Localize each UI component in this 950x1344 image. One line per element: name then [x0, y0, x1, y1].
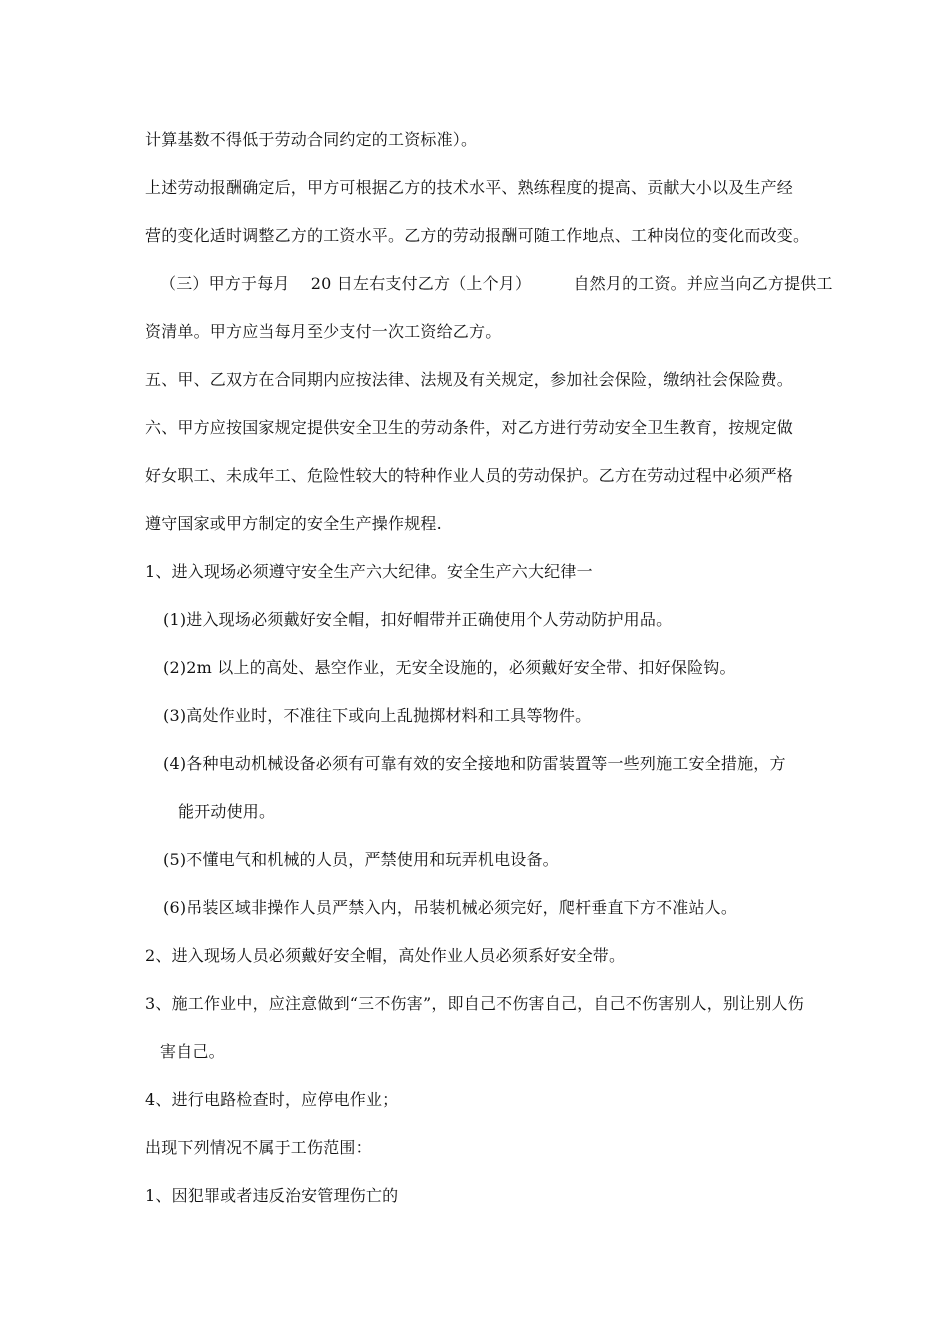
- text-line: （三）甲方于每月 20 日左右支付乙方（上个月） 自然月的工资。并应当向乙方提供工: [160, 274, 833, 293]
- text-line: 3、施工作业中，应注意做到“三不伤害”，即自己不伤害自己，自己不伤害别人，别让别人伤: [145, 994, 804, 1013]
- text-line: (3)高处作业时，不准往下或向上乱抛掷材料和工具等物件。: [163, 706, 592, 725]
- text-line: 上述劳动报酬确定后，甲方可根据乙方的技术水平、熟练程度的提高、贡献大小以及生产经: [145, 178, 794, 197]
- text-line: (4)各种电动机械设备必须有可靠有效的安全接地和防雷装置等一些列施工安全措施，方: [163, 754, 786, 773]
- text-line: 六、甲方应按国家规定提供安全卫生的劳动条件，对乙方进行劳动安全卫生教育，按规定做: [145, 418, 794, 437]
- text-line: 营的变化适时调整乙方的工资水平。乙方的劳动报酬可随工作地点、工种岗位的变化而改变。: [145, 226, 810, 245]
- text-line: 遵守国家或甲方制定的安全生产操作规程.: [145, 514, 442, 533]
- text-line: 2、进入现场人员必须戴好安全帽，高处作业人员必须系好安全带。: [145, 946, 626, 965]
- text-line: (1)进入现场必须戴好安全帽，扣好帽带并正确使用个人劳动防护用品。: [163, 610, 673, 629]
- text-line: 害自己。: [160, 1042, 225, 1061]
- text-line: 1、进入现场必须遵守安全生产六大纪律。安全生产六大纪律一: [145, 562, 593, 581]
- text-line: 计算基数不得低于劳动合同约定的工资标准）。: [145, 130, 478, 149]
- text-line: 好女职工、未成年工、危险性较大的特种作业人员的劳动保护。乙方在劳动过程中必须严格: [145, 466, 794, 485]
- text-line: 4、进行电路检查时，应停电作业；: [145, 1090, 399, 1109]
- text-line: 能开动使用。: [178, 802, 276, 821]
- text-line: 1、因犯罪或者违反治安管理伤亡的: [145, 1186, 399, 1205]
- text-line: (2)2m 以上的高处、悬空作业，无安全设施的，必须戴好安全带、扣好保险钩。: [163, 658, 736, 677]
- text-line: 五、甲、乙双方在合同期内应按法律、法规及有关规定，参加社会保险，缴纳社会保险费。: [145, 370, 794, 389]
- text-line: (6)吊装区域非操作人员严禁入内，吊装机械必须完好，爬杆垂直下方不准站人。: [163, 898, 738, 917]
- text-line: 出现下列情况不属于工伤范围：: [145, 1138, 372, 1157]
- text-line: 资清单。甲方应当每月至少支付一次工资给乙方。: [145, 322, 502, 341]
- text-line: (5)不懂电气和机械的人员，严禁使用和玩弄机电设备。: [163, 850, 559, 869]
